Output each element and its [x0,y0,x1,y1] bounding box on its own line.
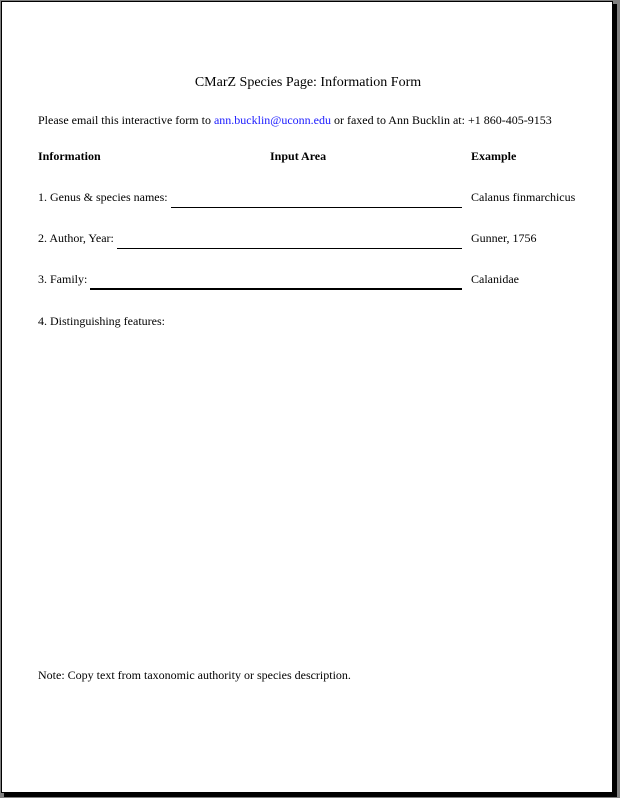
distinguishing-features-label: 4. Distinguishing features: [38,314,165,328]
header-information: Information [38,149,101,163]
author-year-label: 2. Author, Year: [38,231,114,245]
genus-species-label: 1. Genus & species names: [38,190,168,204]
header-example: Example [471,149,517,163]
genus-species-example: Calanus finmarchicus [471,190,576,204]
author-year-field[interactable] [117,236,462,249]
instructions-line [38,113,552,128]
family-field[interactable] [90,276,462,290]
page-shadow-right [613,4,617,797]
form-page [1,1,613,793]
page-title: CMarZ Species Page: Information Form [194,75,422,90]
instructions-suffix: or faxed to Ann Bucklin at: +1 860-405-9153 [330,113,552,127]
family-label: 3. Family: [38,272,88,286]
family-example: Calanidae [471,272,519,286]
instructions-prefix: Please email this interactive form to [38,113,214,127]
author-year-row [38,231,462,246]
genus-species-field[interactable] [171,195,462,208]
footer-note: Note: Copy text from taxonomic authority or species description. [38,668,351,682]
page-shadow-bottom [4,793,617,797]
email-link[interactable]: ann.bucklin@uconn.edu [213,113,331,127]
author-year-example: Gunner, 1756 [471,231,537,245]
genus-species-row [38,190,462,205]
family-row [38,272,462,287]
distinguishing-features-field[interactable] [38,334,582,658]
header-input-area: Input Area [270,149,327,163]
